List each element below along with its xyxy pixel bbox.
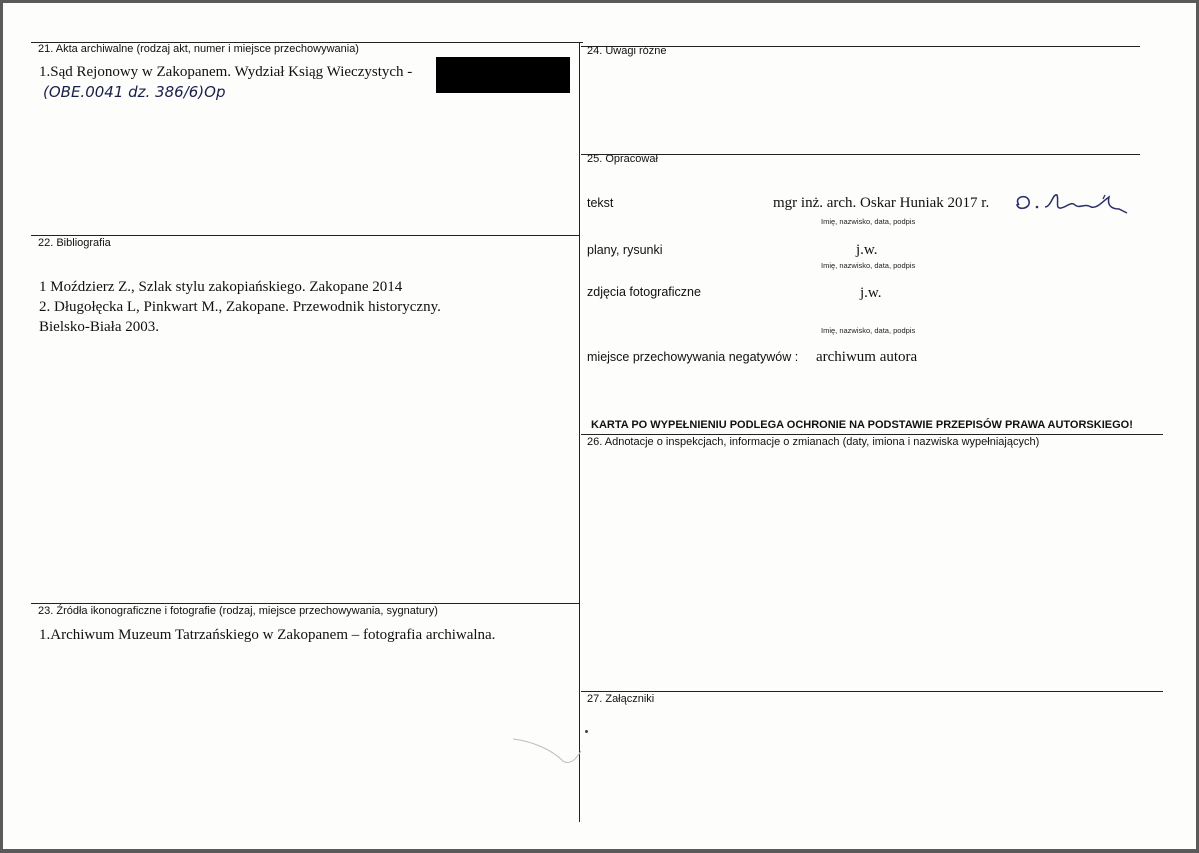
center-divider	[579, 42, 580, 822]
rule-27	[581, 691, 1163, 692]
archive-card-sheet	[3, 3, 1196, 849]
bibliography-item-3: Bielsko-Biała 2003.	[39, 319, 159, 335]
rule-22	[31, 235, 580, 236]
bibliography-item-2: 2. Długołęcka L, Pinkwart M., Zakopane. Przewodnik historyczny.	[39, 299, 441, 315]
iconography-item-1: 1.Archiwum Muzeum Tatrzańskiego w Zakopanem – fotografia archiwalna.	[39, 627, 496, 643]
section-21-entry: 1.Sąd Rejonowy w Zakopanem. Wydział Ksiąg Wieczystych -	[39, 64, 413, 80]
pencil-stroke	[511, 731, 591, 771]
tekst-label: tekst	[587, 196, 614, 210]
section-25-label: 25. Opracował	[587, 153, 658, 165]
redaction-box	[436, 57, 570, 93]
section-21-handwritten-signature: (OBE.0041 dz. 386/6)Op	[43, 83, 226, 101]
bibliography-item-1: 1 Moździerz Z., Szlak stylu zakopiańskiego. Zakopane 2014	[39, 279, 403, 295]
section-23-label: 23. Źródła ikonograficzne i fotografie (rodzaj, miejsce przechowywania, sygnatury)	[38, 605, 438, 617]
tekst-caption: Imię, nazwisko, data, podpis	[821, 217, 916, 226]
zdjecia-label: zdjęcia fotograficzne	[587, 285, 701, 299]
rule-26	[581, 434, 1163, 435]
section-27-label: 27. Załączniki	[587, 693, 655, 705]
author-signature	[1011, 187, 1133, 221]
section-26-label: 26. Adnotacje o inspekcjach, informacje o zmianach (daty, imiona i nazwiska wypełniających)	[587, 436, 1040, 448]
copyright-notice: KARTA PO WYPEŁNIENIU PODLEGA OCHRONIE NA PODSTAWIE PRZEPISÓW PRAWA AUTORSKIEGO!	[591, 419, 1133, 431]
negatywy-value: archiwum autora	[816, 349, 918, 365]
plany-caption: Imię, nazwisko, data, podpis	[821, 261, 916, 270]
plany-value: j.w.	[856, 242, 878, 258]
section-21-label: 21. Akta archiwalne (rodzaj akt, numer i miejsce przechowywania)	[38, 43, 359, 55]
section-22-label: 22. Bibliografia	[38, 237, 111, 249]
section-24-label: 24. Uwagi różne	[587, 45, 667, 57]
zdjecia-caption: Imię, nazwisko, data, podpis	[821, 326, 916, 335]
rule-23	[31, 603, 580, 604]
rule-25	[581, 154, 1140, 155]
negatywy-label: miejsce przechowywania negatywów :	[587, 350, 799, 364]
tekst-value: mgr inż. arch. Oskar Huniak 2017 r.	[773, 195, 990, 211]
zdjecia-value: j.w.	[860, 285, 882, 301]
plany-label: plany, rysunki	[587, 243, 663, 257]
